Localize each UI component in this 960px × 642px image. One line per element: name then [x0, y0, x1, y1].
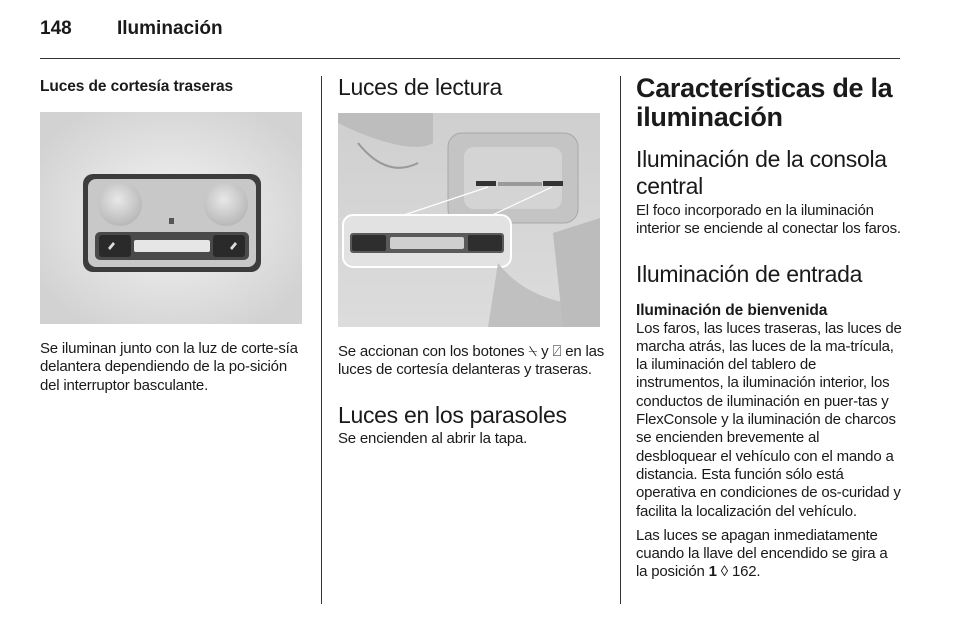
center-console-lighting-description: El foco incorporado en la iluminación interior se enciende al conectar los faros. — [636, 202, 901, 238]
column-1 — [40, 74, 305, 395]
rear-courtesy-description: Se iluminan junto con la luz de corte-sía delantera dependiendo de la po-sición del interruptor basculante. — [40, 340, 298, 394]
button-symbol-2-icon: ⍁ — [552, 343, 562, 360]
lights-off-description — [636, 527, 902, 582]
conjunction: y — [541, 343, 549, 360]
reading-lights-description — [338, 343, 606, 380]
sun-visor-lights-heading: Luces en los parasoles — [338, 401, 567, 428]
column-2 — [338, 74, 606, 448]
reading-lights-illustration — [338, 113, 600, 327]
column-divider-1 — [321, 76, 322, 604]
button-symbol-1-icon: ⍀ — [528, 343, 538, 360]
center-console-lighting-heading: Iluminación de la consola central — [636, 146, 887, 199]
column-divider-2 — [620, 76, 621, 604]
entry-lighting-heading: Iluminación de entrada — [636, 260, 863, 287]
rear-courtesy-heading: Luces de cortesía traseras — [40, 78, 233, 95]
header-rule — [40, 58, 900, 59]
page-reference-icon: ◊ — [720, 563, 728, 581]
reading-lights-text-end: en las luces de cortesía delanteras y traseras. — [338, 343, 605, 379]
welcome-lighting-heading: Iluminación de bienvenida — [636, 301, 828, 319]
ignition-position-value: 1 — [708, 563, 717, 581]
reading-lights-heading: Luces de lectura — [338, 74, 502, 100]
lighting-features-heading: Características de la iluminación — [636, 73, 893, 132]
sun-visor-lights-description: Se encienden al abrir la tapa. — [338, 429, 528, 447]
page-number: 148 — [40, 18, 72, 39]
welcome-lighting-description: Los faros, las luces traseras, las luces de marcha atrás, las luces de la ma-trícula, la iluminación del tablero de instrumentos, la iluminación interior, los conductos de iluminación en puer-tas y FlexConsole y la iluminación de charcos se encienden brevemente al desbloquear el vehículo con el mando a distancia. Esta función sólo está operativa en condiciones de os-curidad y facilita la localización del vehículo. — [636, 319, 902, 520]
lights-off-text: Las luces se apagan inmediatamente cuando la llave del encendido se gira a la posición — [636, 526, 888, 581]
column-3 — [636, 74, 902, 582]
page-reference-link[interactable]: 162. — [731, 563, 761, 581]
reading-lights-text-start: Se accionan con los botones — [338, 343, 525, 360]
rear-courtesy-light-drawing — [40, 112, 302, 324]
chapter-title: Iluminación — [117, 18, 223, 39]
reading-lights-drawing — [338, 113, 600, 327]
rear-courtesy-light-illustration — [40, 112, 302, 324]
